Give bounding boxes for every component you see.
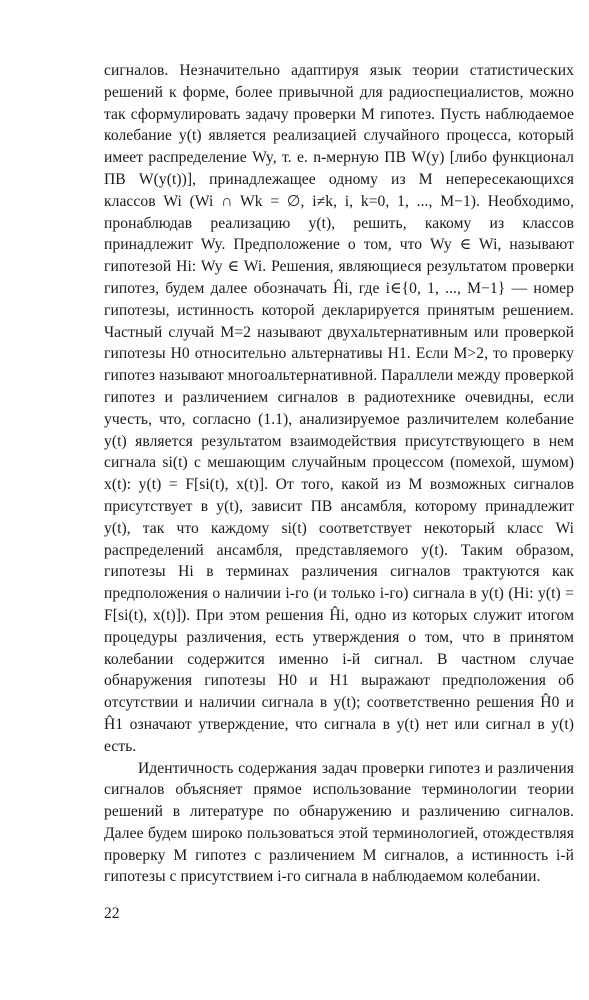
paragraph-2: Идентичность содержания задач проверки гипотез и различения сигналов объясняет прямое использование терминологии теории решений в литературе по обнаружению и различению сигналов. Далее будем широко пользоваться этой терминологией, отождествляя проверку M гипотез с различением M сигналов, а истинность i-й гипотезы с присутствием i-го сигнала в наблюдаемом колебании. — [104, 759, 574, 886]
paragraph-1: сигналов. Незначительно адаптируя язык теории статистических решений к форме, более привычной для радиоспециалистов, можно так сформулировать задачу проверки M гипотез. Пусть наблюдаемое колебание y(t) является реализацией случайного процесса, который имеет распределение Wy, т. е. n-мерную ПВ W(y) [либо функционал ПВ W(y(t))], принадлежащее одному из M непересекающихся классов Wi (Wi ∩ Wk = ∅, i≠k, i, k=0, 1, ..., M−1). Необходимо, пронаблюдав реализацию y(t), решить, какому из классов принадлежит Wy. Предположение о том, что Wy ∈ Wi, называют гипотезой Hi: Wy ∈ Wi. Решения, являющиеся результатом проверки гипотез, будем далее обозначать Ĥi, где i∈{0, 1, ..., M−1} — номер гипотезы, истинность которой декларируется принятым решением. Частный случай M=2 называют двухальтернативным или проверкой гипотезы H0 относительно альтернативы H1. Если M>2, то проверку гипотез называют многоальтернативной. Параллели между проверкой гипотез и различением сигналов в радиотехнике очевидны, если учесть, что, согласно (1.1), анализируемое различителем колебание y(t) является результатом взаимодействия присутствующего в нем сигнала si(t) с мешающим случайным процессом (помехой, шумом) x(t): y(t) = F[si(t), x(t)]. От того, какой из M возможных сигналов присутствует в y(t), зависит ПВ ансамбля, которому принадлежит y(t), так что каждому si(t) соответствует некоторый класс Wi распределений ансамбля, представляемого y(t). Таким образом, гипотезы Hi в терминах различения сигналов трактуются как предположения о наличии i-го (и только i-го) сигнала в y(t) (Hi: y(t) = F[si(t), x(t)]). При этом решения Ĥi, одно из которых служит итогом процедуры различения, есть утверждения о том, что в принятом колебании содержится именно i-й сигнал. В частном случае обнаружения гипотезы H0 и H1 выражают предположения об отсутствии и наличии сигнала в y(t); соответственно решения Ĥ0 и Ĥ1 означают утверждение, что сигнала в y(t) нет или сигнал в y(t) есть. — [104, 62, 574, 755]
page-text-block — [104, 60, 574, 888]
page-number: 22 — [104, 905, 120, 922]
